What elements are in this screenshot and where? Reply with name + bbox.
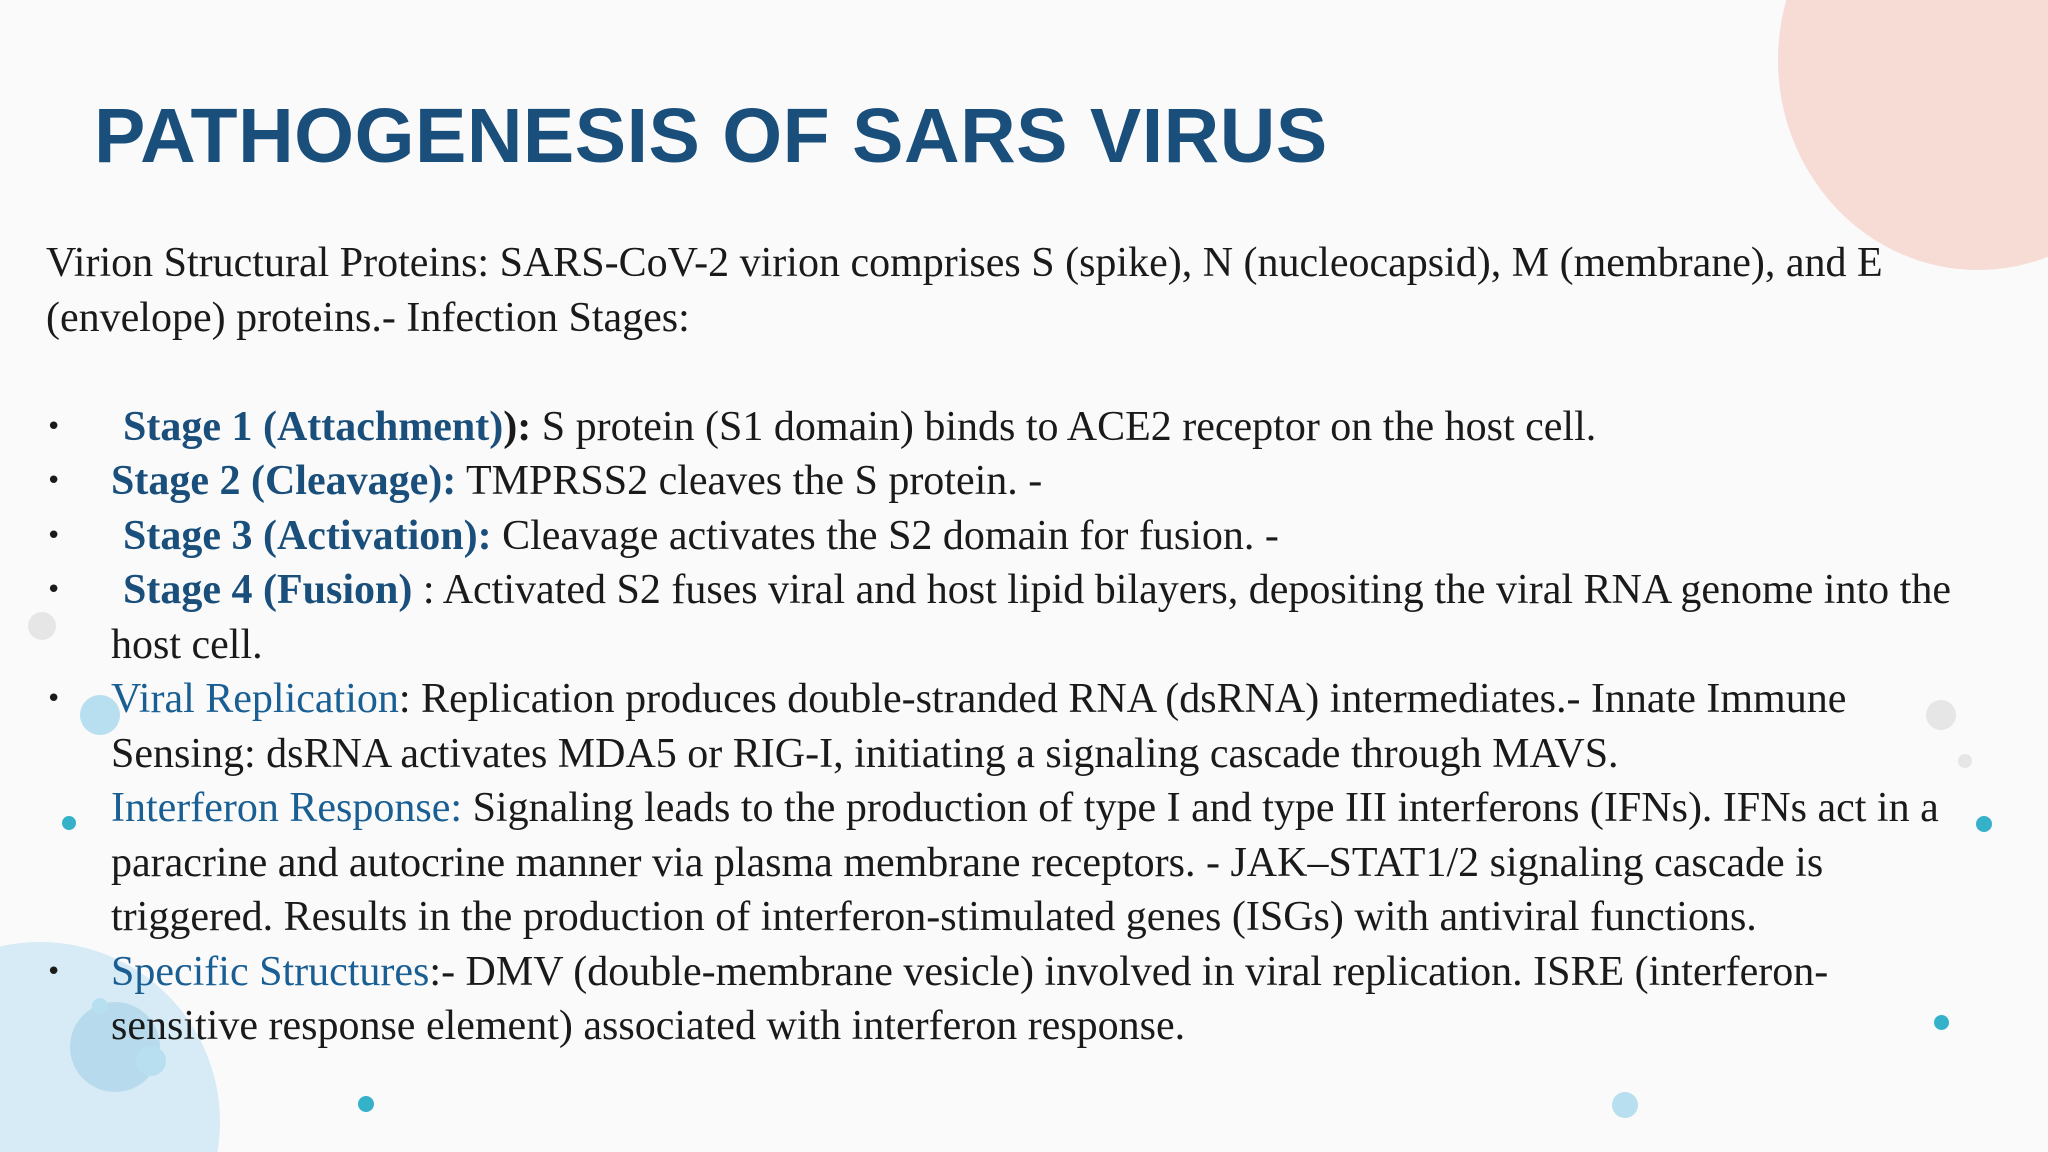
- list-item-specific-structures: [46, 945, 1966, 1054]
- decorative-dot: [1976, 816, 1992, 832]
- stage-label: Stage 2 (Cleavage):: [111, 458, 457, 504]
- bullet-icon: •: [46, 411, 62, 442]
- key-label: Viral Replication: [111, 676, 399, 722]
- item-text: Signaling leads to the production of type I and type III interferons (IFNs). IFNs act in a paracrine and autocrine manner via plasma membrane receptors. - JAK–STAT1/2 signaling cascade is triggered. Results in the production of interferon-stimulated genes (ISGs) with antiviral functions.: [111, 785, 1939, 940]
- bullet-icon: •: [46, 684, 62, 714]
- list-item-interferon-response: [46, 781, 1966, 945]
- key-label: Interferon Response:: [111, 785, 463, 831]
- list-item-stage-2: [46, 454, 1966, 509]
- bullet-icon: •: [46, 466, 62, 496]
- spacer: [46, 345, 1966, 400]
- list-item-stage-1: [46, 400, 1966, 455]
- stage-label: Stage 1 (Attachment): [123, 403, 504, 450]
- bullet-icon: •: [46, 956, 62, 987]
- decorative-dot: [358, 1096, 374, 1112]
- item-text: Cleavage activates the S2 domain for fusion. -: [491, 512, 1279, 559]
- item-text: : Replication produces double-stranded RNA (dsRNA) intermediates.- Innate Immune Sensing: dsRNA activates MDA5 or RIG-I, initiating a signaling cascade through MAVS.: [111, 676, 1847, 777]
- intro-paragraph: Virion Structural Proteins: SARS-CoV-2 virion comprises S (spike), N (nucleocapsid), M (membrane), and E (envelope) proteins.- Infection Stages:: [46, 240, 1883, 341]
- list-item-viral-replication: [46, 672, 1966, 781]
- stage-label-suffix: ):: [503, 403, 532, 450]
- bullet-icon: •: [46, 520, 62, 551]
- bullet-list: [46, 400, 1966, 1054]
- item-text: TMPRSS2 cleaves the S protein. -: [456, 458, 1043, 504]
- list-item-stage-3: [46, 509, 1966, 564]
- slide-title: PATHOGENESIS OF SARS VIRUS: [94, 93, 1328, 179]
- item-text: : Activated S2 fuses viral and host lipid bilayers, depositing the viral RNA genome into the host cell.: [111, 567, 1951, 668]
- item-text: :- DMV (double-membrane vesicle) involved in viral replication. ISRE (interferon-sensitive response element) associated with interferon response.: [111, 948, 1829, 1049]
- list-item-stage-4: [46, 563, 1966, 672]
- bullet-icon: •: [46, 575, 62, 605]
- slide-body: [46, 236, 1966, 1054]
- stage-label: Stage 3 (Activation):: [123, 512, 492, 559]
- key-label: Specific Structures: [111, 948, 430, 995]
- stage-label: Stage 4 (Fusion): [123, 567, 413, 613]
- decorative-circle-top-right: [1778, 0, 2048, 270]
- item-text: S protein (S1 domain) binds to ACE2 receptor on the host cell.: [531, 403, 1597, 450]
- decorative-dot: [1612, 1092, 1638, 1118]
